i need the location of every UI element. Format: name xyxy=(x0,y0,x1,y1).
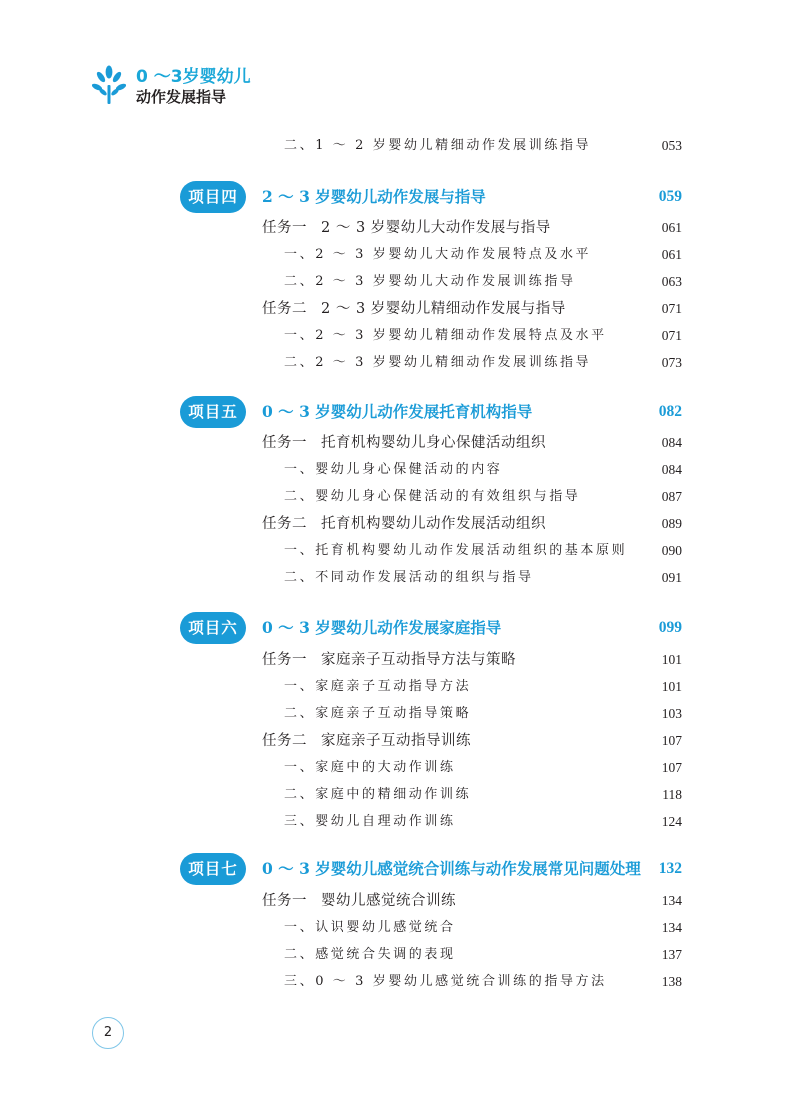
task-page-number: 134 xyxy=(661,893,682,908)
toc-section-entry[interactable] xyxy=(0,324,800,350)
section-title: 二、感觉统合失调的表现 xyxy=(284,947,456,962)
section-title: 一、2 ～ 3 岁婴幼儿大动作发展特点及水平 xyxy=(284,247,592,262)
section-title: 二、婴幼儿身心保健活动的有效组织与指导 xyxy=(284,489,581,504)
task-title: 托育机构婴幼儿动作发展活动组织 xyxy=(321,516,546,532)
toc-section-entry[interactable] xyxy=(0,916,800,942)
section-title: 三、婴幼儿自理动作训练 xyxy=(284,814,456,829)
section-page-number: 053 xyxy=(661,138,682,153)
project-title: 0 ～ 3 岁婴幼儿动作发展家庭指导 xyxy=(262,618,502,637)
section-page-number: 107 xyxy=(661,760,682,775)
toc-project-entry[interactable] xyxy=(0,396,800,428)
project-page-number: 099 xyxy=(658,619,682,636)
task-page-number: 089 xyxy=(661,516,682,531)
section-page-number: 091 xyxy=(661,570,682,585)
section-page-number: 061 xyxy=(661,247,682,262)
toc-section-entry[interactable] xyxy=(0,702,800,728)
book-title-line1: 0 ～3岁婴幼儿 xyxy=(136,67,251,87)
task-label: 任务二 xyxy=(262,516,307,532)
task-label: 任务一 xyxy=(262,652,307,668)
project-badge: 项目五 xyxy=(180,396,246,428)
toc-project-entry[interactable] xyxy=(0,181,800,213)
toc-task-entry[interactable] xyxy=(0,216,800,242)
toc-section-entry[interactable] xyxy=(0,270,800,296)
section-title: 二、2 ～ 3 岁婴幼儿大动作发展训练指导 xyxy=(284,274,576,289)
toc-section-entry[interactable] xyxy=(0,458,800,484)
toc-task-entry[interactable] xyxy=(0,512,800,538)
toc-task-entry[interactable] xyxy=(0,889,800,915)
project-title: 2 ～ 3 岁婴幼儿动作发展与指导 xyxy=(262,187,486,206)
task-title: 2 ～ 3 岁婴幼儿大动作发展与指导 xyxy=(321,220,551,236)
toc-project-entry[interactable] xyxy=(0,853,800,885)
project-page-number: 059 xyxy=(658,188,682,205)
project-title: 0 ～ 3 岁婴幼儿动作发展托育机构指导 xyxy=(262,402,533,421)
task-title: 家庭亲子互动指导方法与策略 xyxy=(321,652,516,668)
section-title: 一、认识婴幼儿感觉统合 xyxy=(284,920,456,935)
task-title: 家庭亲子互动指导训练 xyxy=(321,733,471,749)
section-page-number: 124 xyxy=(661,814,682,829)
section-title: 一、托育机构婴幼儿动作发展活动组织的基本原则 xyxy=(284,543,628,558)
task-label: 任务二 xyxy=(262,733,307,749)
task-page-number: 084 xyxy=(661,435,682,450)
book-header xyxy=(84,60,384,110)
task-page-number: 061 xyxy=(661,220,682,235)
section-title: 二、1 ～ 2 岁婴幼儿精细动作发展训练指导 xyxy=(284,138,592,153)
page-number-badge: 2 xyxy=(92,1017,124,1049)
toc-section-entry[interactable] xyxy=(0,783,800,809)
section-title: 一、婴幼儿身心保健活动的内容 xyxy=(284,462,503,477)
section-page-number: 138 xyxy=(661,974,682,989)
project-badge: 项目七 xyxy=(180,853,246,885)
section-title: 二、家庭中的精细动作训练 xyxy=(284,787,472,802)
task-label: 任务一 xyxy=(262,220,307,236)
toc-section-entry[interactable] xyxy=(0,970,800,996)
task-page-number: 071 xyxy=(661,301,682,316)
section-page-number: 084 xyxy=(661,462,682,477)
section-page-number: 118 xyxy=(662,787,682,802)
toc-task-entry[interactable] xyxy=(0,297,800,323)
book-title-line2: 动作发展指导 xyxy=(136,88,227,106)
section-page-number: 134 xyxy=(661,920,682,935)
section-title: 二、家庭亲子互动指导策略 xyxy=(284,706,472,721)
task-page-number: 107 xyxy=(661,733,682,748)
section-title: 一、2 ～ 3 岁婴幼儿精细动作发展特点及水平 xyxy=(284,328,607,343)
task-page-number: 101 xyxy=(661,652,682,667)
toc-section-entry[interactable] xyxy=(0,485,800,511)
toc-task-entry[interactable] xyxy=(0,648,800,674)
project-badge: 项目六 xyxy=(180,612,246,644)
toc-section-entry[interactable] xyxy=(0,351,800,377)
toc-project-entry[interactable] xyxy=(0,612,800,644)
section-page-number: 071 xyxy=(661,328,682,343)
section-page-number: 101 xyxy=(661,679,682,694)
toc-task-entry[interactable] xyxy=(0,729,800,755)
task-title: 婴幼儿感觉统合训练 xyxy=(321,893,456,909)
section-page-number: 103 xyxy=(661,706,682,721)
project-title: 0 ～ 3 岁婴幼儿感觉统合训练与动作发展常见问题处理 xyxy=(262,859,641,878)
section-page-number: 090 xyxy=(661,543,682,558)
section-page-number: 063 xyxy=(661,274,682,289)
project-page-number: 132 xyxy=(658,860,682,877)
task-label: 任务一 xyxy=(262,893,307,909)
toc-task-entry[interactable] xyxy=(0,431,800,457)
section-title: 三、0 ～ 3 岁婴幼儿感觉统合训练的指导方法 xyxy=(284,974,607,989)
toc-section-entry[interactable] xyxy=(0,134,800,160)
toc-section-entry[interactable] xyxy=(0,566,800,592)
tree-logo-icon xyxy=(92,65,126,105)
toc-section-entry[interactable] xyxy=(0,539,800,565)
section-title: 一、家庭亲子互动指导方法 xyxy=(284,679,472,694)
section-page-number: 073 xyxy=(661,355,682,370)
task-label: 任务一 xyxy=(262,435,307,451)
toc-section-entry[interactable] xyxy=(0,243,800,269)
project-page-number: 082 xyxy=(658,403,682,420)
project-badge: 项目四 xyxy=(180,181,246,213)
task-title: 托育机构婴幼儿身心保健活动组织 xyxy=(321,435,546,451)
toc-section-entry[interactable] xyxy=(0,943,800,969)
section-title: 一、家庭中的大动作训练 xyxy=(284,760,456,775)
toc-section-entry[interactable] xyxy=(0,675,800,701)
section-title: 二、2 ～ 3 岁婴幼儿精细动作发展训练指导 xyxy=(284,355,592,370)
task-label: 任务二 xyxy=(262,301,307,317)
toc-section-entry[interactable] xyxy=(0,756,800,782)
section-page-number: 087 xyxy=(661,489,682,504)
section-page-number: 137 xyxy=(661,947,682,962)
toc-section-entry[interactable] xyxy=(0,810,800,836)
task-title: 2 ～ 3 岁婴幼儿精细动作发展与指导 xyxy=(321,301,566,317)
section-title: 二、不同动作发展活动的组织与指导 xyxy=(284,570,534,585)
